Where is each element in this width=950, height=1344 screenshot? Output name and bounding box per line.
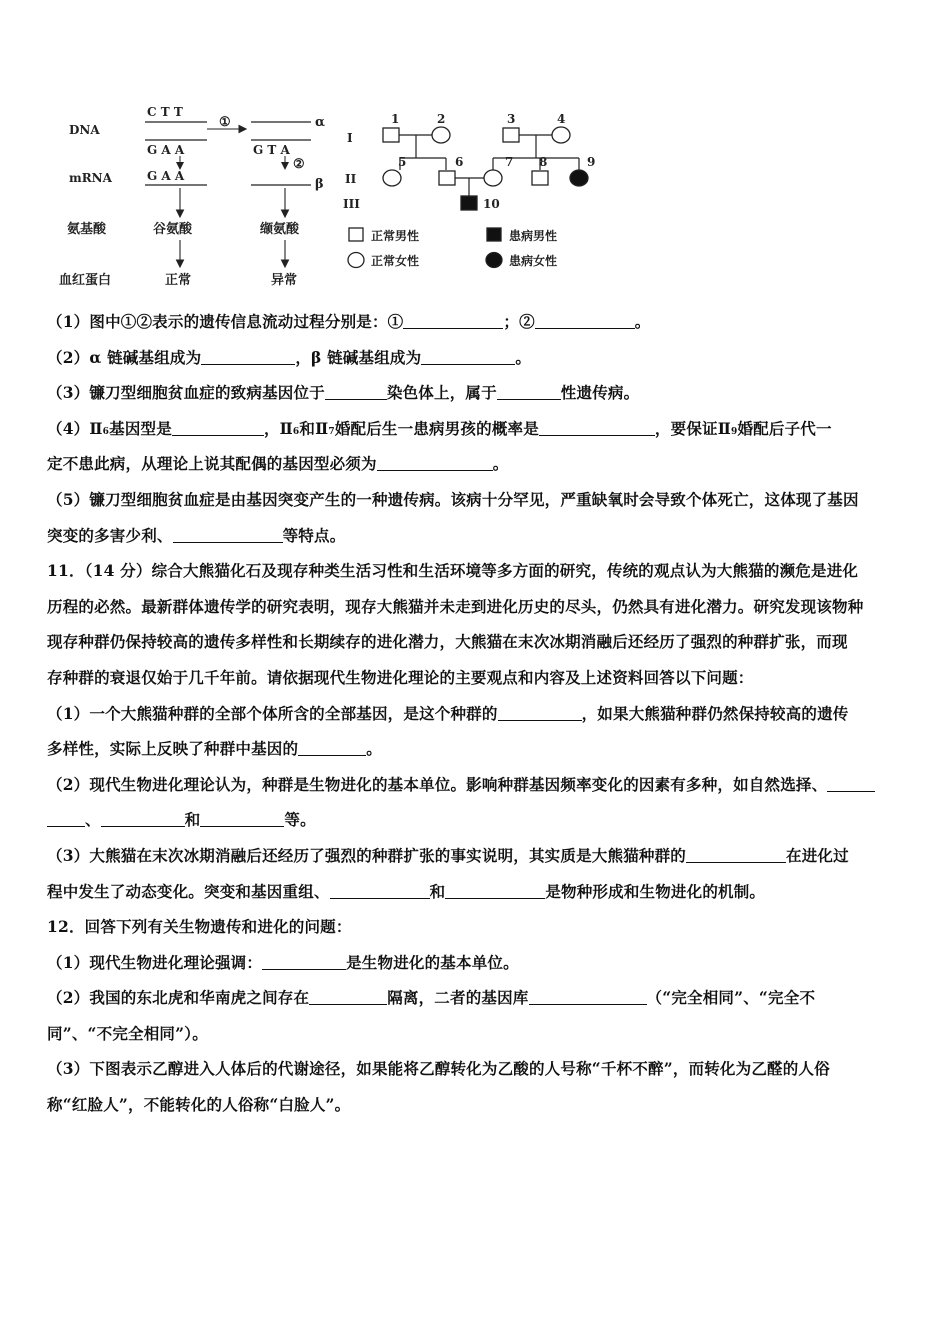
q11-stem-line2: 历程的必然。最新群体遗传学的研究表明，现存大熊猫并未走到进化历史的尽头，仍然具有进化潜力。研究发现该物种 xyxy=(47,596,864,616)
mrna-left: G A A xyxy=(147,169,185,183)
individual-4 xyxy=(552,127,570,143)
amino-right: 缬氨酸 xyxy=(260,222,300,237)
q10-part1: （1）图中①②表示的遗传信息流动过程分别是：① ；② 。 xyxy=(47,312,651,331)
individual-1-number: 1 xyxy=(391,112,400,126)
legend-normal-female-symbol xyxy=(348,253,364,268)
protein-left: 正常 xyxy=(165,273,192,288)
answer-blank xyxy=(262,951,346,970)
q10-part4-line1: （4）Ⅱ6基因型是 ，Ⅱ6和Ⅱ7婚配后生一患病男孩的概率是 ，要保证Ⅱ9婚配后子代一 xyxy=(47,418,832,438)
generation-1-label: I xyxy=(347,131,353,145)
individual-8 xyxy=(532,171,548,185)
q10-part5-line1: （5）镰刀型细胞贫血症是由基因突变产生的一种遗传病。该病十分罕见，严重缺氧时会导致个体死亡，这体现了基因 xyxy=(47,489,859,509)
q11-stem-line4: 存种群的衰退仅始于几千年前。请依据现代生物进化理论的主要观点和内容及上述资料回答以下问题： xyxy=(47,667,754,687)
genetics-figure xyxy=(55,98,615,298)
answer-blank xyxy=(498,702,582,721)
individual-9 xyxy=(570,170,588,186)
individual-10 xyxy=(461,196,477,210)
pedigree-lines xyxy=(399,135,579,196)
answer-blank xyxy=(173,524,283,543)
q12-part2-line2: 同”、“不完全相同”）。 xyxy=(47,1023,208,1043)
answer-blank xyxy=(686,844,786,863)
q10-part5-line2: 突变的多害少利、 等特点。 xyxy=(47,525,346,545)
individual-2-number: 2 xyxy=(437,112,446,126)
generation-2-label: II xyxy=(345,172,357,186)
q11-part1-line2: 多样性，实际上反映了种群中基因的 。 xyxy=(47,739,382,759)
dna-bottom-right: G T A xyxy=(253,143,290,157)
individual-10-number: 10 xyxy=(483,197,500,211)
answer-blank xyxy=(47,808,85,827)
label-hemoglobin: 血红蛋白 xyxy=(59,273,112,288)
answer-blank xyxy=(298,737,366,756)
alpha-strand-label: α xyxy=(315,115,326,130)
q11-part2-line1: （2）现代生物进化理论认为，种群是生物进化的基本单位。影响种群基因频率变化的因素有多种，如自然选择、 xyxy=(47,767,909,803)
q11-part2-line2: 、 和 等。 xyxy=(47,802,909,838)
individual-7 xyxy=(484,170,502,186)
q12-part2-line1: （2）我国的东北虎和华南虎之间存在 隔离，二者的基因库 （“完全相同”、“完全不 xyxy=(47,988,816,1008)
answer-blank xyxy=(330,880,430,899)
q11-stem-line1: 11．（14 分）综合大熊猫化石及现存种类生活习性和生活环境等多方面的研究，传统的观点认为大熊猫的濒危是进化 xyxy=(47,561,859,581)
q10-part4-line2: 定不患此病，从理论上说其配偶的基因型必须为 。 xyxy=(47,454,509,474)
answer-blank xyxy=(309,986,387,1005)
individual-6 xyxy=(439,171,455,185)
individual-2 xyxy=(432,127,450,143)
legend-affected-female-symbol xyxy=(486,253,502,268)
individual-8-number: 8 xyxy=(539,155,548,169)
individual-3 xyxy=(503,128,519,142)
individual-1 xyxy=(383,128,399,142)
legend-normal-male: 正常男性 xyxy=(371,229,420,243)
q11-part1-line1: （1）一个大熊猫种群的全部个体所含的全部基因，是这个种群的 ，如果大熊猫种群仍然保持较高的遗传 xyxy=(47,703,849,723)
answer-blank xyxy=(827,773,875,792)
label-mrna: mRNA xyxy=(69,171,112,185)
answer-blank xyxy=(201,346,295,365)
answer-blank xyxy=(200,808,284,827)
q12-part3-line2: 称“红脸人”，不能转化的人俗称“白脸人”。 xyxy=(47,1095,351,1115)
answer-blank xyxy=(101,808,185,827)
legend-affected-male-symbol xyxy=(487,228,501,241)
label-amino-acid: 氨基酸 xyxy=(67,222,107,237)
answer-blank xyxy=(539,417,655,436)
individual-5-number: 5 xyxy=(398,155,407,169)
legend-affected-male: 患病男性 xyxy=(509,229,558,243)
step-2-marker: ② xyxy=(293,157,305,172)
individual-6-number: 6 xyxy=(455,155,464,169)
answer-blank xyxy=(445,880,545,899)
individual-4-number: 4 xyxy=(557,112,566,126)
q10-part3: （3）镰刀型细胞贫血症的致病基因位于 染色体上，属于 性遗传病。 xyxy=(47,383,640,403)
answer-blank xyxy=(377,452,493,471)
beta-strand-label: β xyxy=(315,177,324,192)
question-text xyxy=(47,304,909,1123)
q10-part2: （2）α 链碱基组成为 ，β 链碱基组成为 。 xyxy=(47,347,532,367)
generation-3-label: III xyxy=(343,197,360,211)
legend-normal-male-symbol xyxy=(349,228,363,241)
answer-blank xyxy=(529,986,647,1005)
q12-part1: （1）现代生物进化理论强调： 是生物进化的基本单位。 xyxy=(47,952,519,972)
dna-bottom-strand: G A A xyxy=(147,143,185,157)
answer-blank xyxy=(497,381,561,400)
legend-normal-female: 正常女性 xyxy=(371,254,420,268)
gene-expression-and-pedigree-diagram xyxy=(55,98,615,298)
individual-9-number: 9 xyxy=(587,155,596,169)
legend-affected-female: 患病女性 xyxy=(509,254,558,268)
answer-blank xyxy=(535,310,635,329)
answer-blank xyxy=(421,346,515,365)
q11-part3-line1: （3）大熊猫在末次冰期消融后还经历了强烈的种群扩张的事实说明，其实质是大熊猫种群的 在进化过 xyxy=(47,845,849,865)
answer-blank xyxy=(403,310,503,329)
protein-right: 异常 xyxy=(271,273,298,288)
q11-stem-line3: 现存种群仍保持较高的遗传多样性和长期续存的进化潜力，大熊猫在末次冰期消融后还经历了强烈的种群扩张，而现 xyxy=(47,632,848,652)
q12-stem: 12．回答下列有关生物遗传和进化的问题： xyxy=(47,917,352,937)
individual-3-number: 3 xyxy=(507,112,516,126)
label-dna: DNA xyxy=(69,123,100,137)
q12-part3-line1: （3）下图表示乙醇进入人体后的代谢途径，如果能将乙醇转化为乙酸的人号称“千杯不醉”，而转化为乙醛的人俗 xyxy=(47,1059,830,1079)
step-1-marker: ① xyxy=(219,115,231,130)
individual-7-number: 7 xyxy=(505,155,514,169)
answer-blank xyxy=(172,417,264,436)
individual-5 xyxy=(383,170,401,186)
answer-blank xyxy=(325,381,387,400)
amino-left: 谷氨酸 xyxy=(153,222,193,237)
q11-part3-line2: 程中发生了动态变化。突变和基因重组、 和 是物种形成和生物进化的机制。 xyxy=(47,881,766,901)
dna-top-strand: C T T xyxy=(147,105,183,119)
